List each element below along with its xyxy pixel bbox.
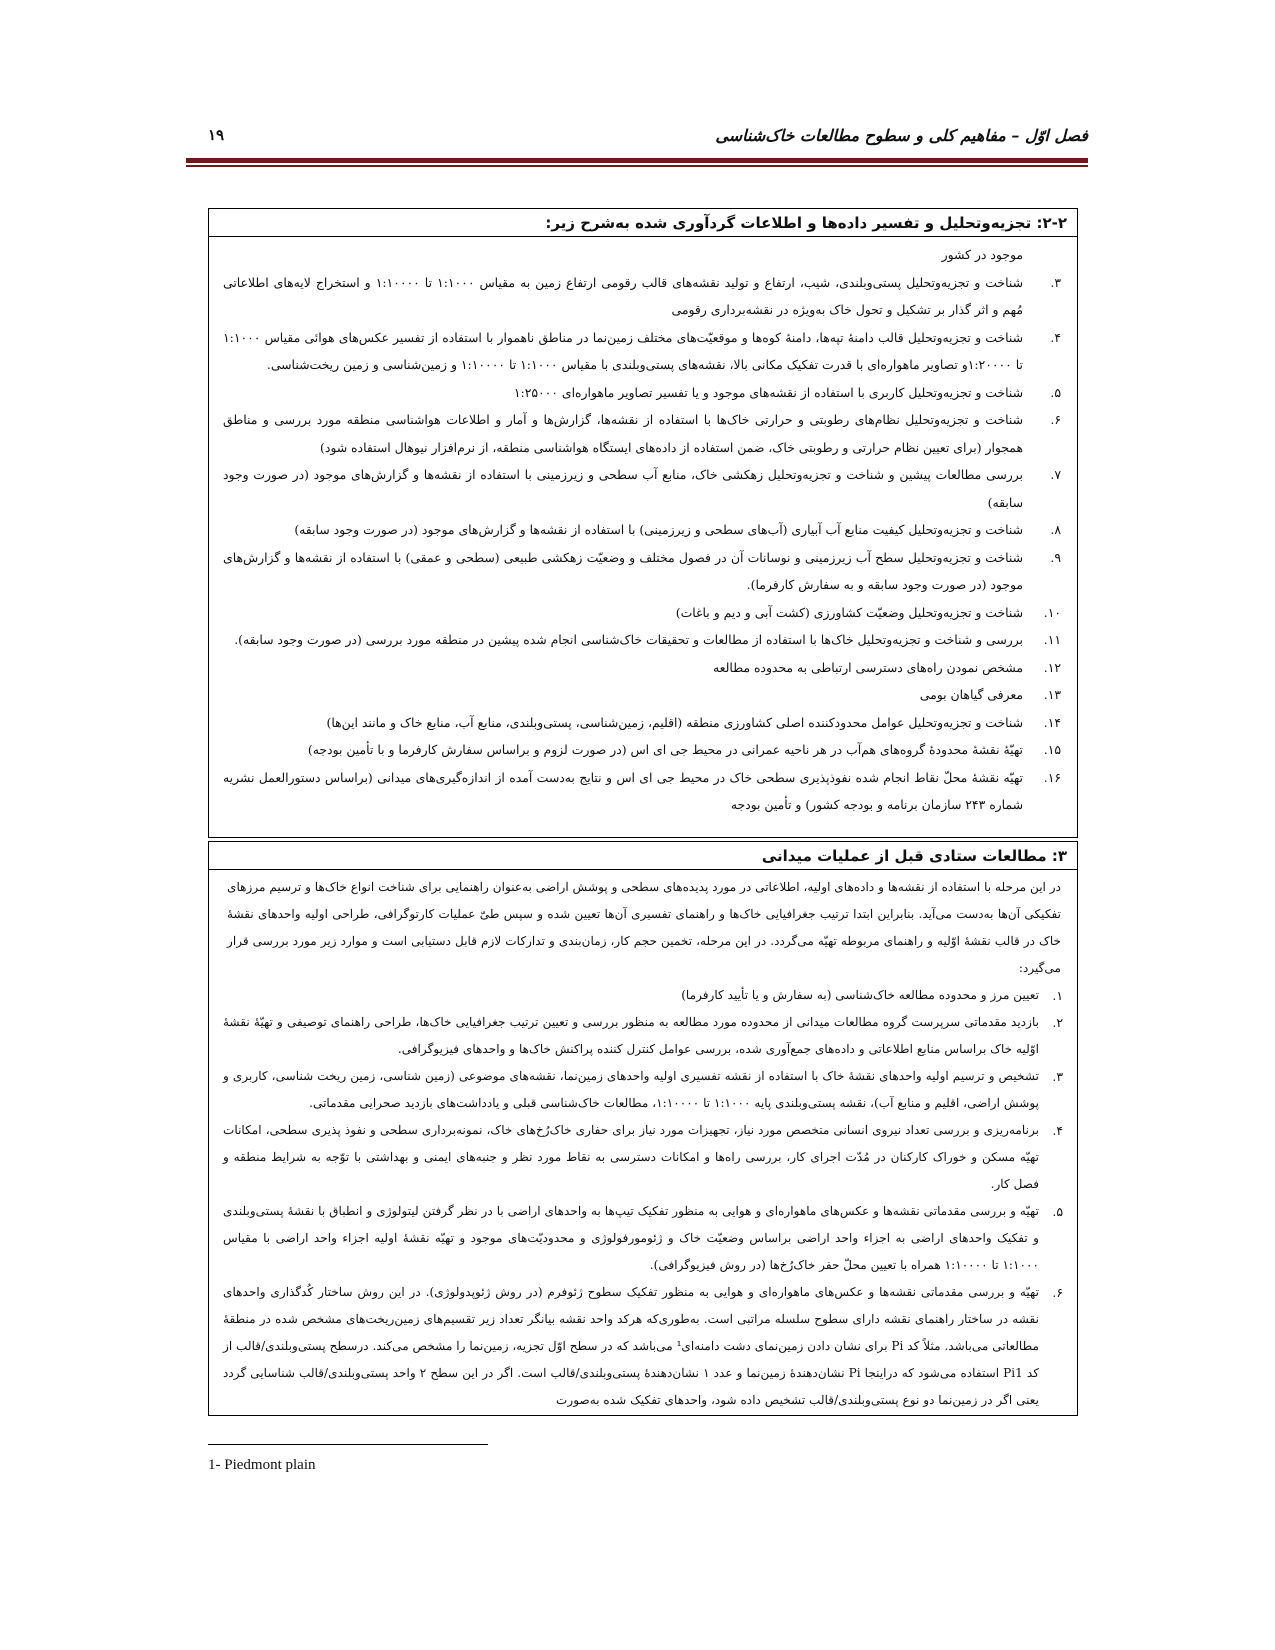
item-text: شناخت و تجزیه‌وتحلیل نظام‌های رطوبتی و حرارتی خاک‌ها با استفاده از نقشه‌ها، گزارش‌ها و آمار و اطلاعات هواشناسی منطقه مورد بررسی و مناطق همجوار (برای تعیین نظام حرارتی و رطوبتی خاک، ضمن استفاده از داده‌های ایستگاه هواشناسی منطقه، از نرم‌افزار نیوهال استفاده شود) xyxy=(223,412,1023,455)
list-item xyxy=(223,626,1065,654)
list-item xyxy=(223,516,1065,544)
item-number: ۱۵. xyxy=(1043,742,1061,757)
list-item-continuation: موجود در کشور xyxy=(941,247,1023,262)
footnote: 1- Piedmont plain xyxy=(208,1457,316,1473)
list-item xyxy=(223,324,1065,379)
list-item xyxy=(223,406,1065,461)
list-item xyxy=(223,1009,1065,1063)
item-number: ۶. xyxy=(1052,1285,1063,1300)
list-item xyxy=(223,654,1065,682)
item-number: ۳. xyxy=(1052,1069,1063,1084)
item-text: بررسی مطالعات پیشین و شناخت و تجزیه‌وتحلیل زهکشی خاک، منابع آب سطحی و زیرزمینی با استفاده از نقشه‌ها و گزارش‌های موجود (در صورت وجود سابقه) xyxy=(223,467,1023,510)
list-item xyxy=(223,461,1065,516)
list-item xyxy=(223,1279,1065,1414)
item-text: تهیّهٔ نقشهٔ محدودهٔ گروه‌های هم‌آب در هر ناحیه عمرانی در محیط جی ای اس (در صورت لزوم و براساس سفارش کارفرما و با تأمین بودجه) xyxy=(307,742,1023,757)
item-number: ۱۶. xyxy=(1043,769,1061,785)
section-2-body xyxy=(209,237,1077,819)
item-text: شناخت و تجزیه‌وتحلیل قالب دامنهٔ تپه‌ها، دامنهٔ کوه‌ها و موقعیّت‌های مختلف زمین‌نما در مناطق ناهموار با استفاده از تفسیر عکس‌های هوائی مقیاس ۱:۱۰۰۰ تا ۱:۲۰۰۰۰و تصاویر ماهواره‌ای با قدرت تفکیک مکانی بالا، نقشه‌های پستی‌وبلندی با مقیاس ۱:۱۰۰۰ تا ۱:۱۰۰۰۰ و زمین‌شناسی و زمین ریخت‌شناسی. xyxy=(223,329,1023,372)
footnote-rule xyxy=(208,1444,488,1445)
item-number: ۴. xyxy=(1050,329,1061,345)
item-text: شناخت و تجزیه‌وتحلیل کیفیت منابع آب آبیاری (آب‌های سطحی و زیرزمینی) با استفاده از نقشه‌ها و گزارش‌های موجود (در صورت وجود سابقه) xyxy=(294,522,1023,537)
item-number: ۹. xyxy=(1050,549,1061,565)
item-number: ۱. xyxy=(1052,988,1063,1003)
item-text: تعیین مرز و محدوده مطالعه خاک‌شناسی (به سفارش و یا تأیید کارفرما) xyxy=(681,988,1039,1002)
item-number: ۲. xyxy=(1052,1015,1063,1030)
item-number: ۷. xyxy=(1050,467,1061,482)
header-rule-thin xyxy=(186,165,1088,167)
item-number: ۱۳. xyxy=(1043,687,1061,702)
item-text: شناخت و تجزیه‌وتحلیل سطح آب زیرزمینی و نوسانات آن در فصول مختلف و وضعیّت زهکشی طبیعی (سطحی و عمقی) با استفاده از نقشه‌ها و گزارش‌های موجود (در صورت وجود سابقه و به سفارش کارفرما). xyxy=(223,549,1023,592)
item-text: تشخیص و ترسیم اولیه واحدهای نقشهٔ خاک با استفاده از نقشه تفسیری اولیه واحدهای زمین‌نما، نقشه‌های موضوعی (زمین شناسی، زمین ریخت شناسی، کاربری و پوشش اراضی، اقلیم و منابع آب)، نقشه پستی‌وبلندی پایه ۱:۱۰۰۰ تا ۱:۱۰۰۰۰، مطالعات خاک‌شناسی قبلی و یادداشت‌های بازدید صحرایی مقدماتی. xyxy=(223,1069,1039,1110)
section-3-body xyxy=(209,870,1077,1414)
list-item xyxy=(223,709,1065,737)
section-2-list xyxy=(223,241,1065,819)
item-number: ۱۴. xyxy=(1043,714,1061,730)
list-item xyxy=(223,1198,1065,1279)
item-number: ۵. xyxy=(1050,384,1061,400)
item-number: ۸. xyxy=(1050,522,1061,537)
item-number: ۴. xyxy=(1052,1123,1063,1138)
item-number: ۱۲. xyxy=(1043,659,1061,675)
item-number: ۶. xyxy=(1050,412,1061,427)
list-item xyxy=(223,736,1065,764)
item-text: بررسی و شناخت و تجزیه‌وتحلیل خاک‌ها با استفاده از مطالعات و تحقیقات خاک‌شناسی انجام شده پیشین در منطقه مورد بررسی (در صورت وجود سابقه). xyxy=(234,632,1023,647)
list-item xyxy=(223,764,1065,819)
item-number: ۵. xyxy=(1052,1204,1063,1219)
section-3-title: ۳: مطالعات ستادی قبل از عملیات میدانی xyxy=(209,842,1077,870)
item-text: شناخت و تجزیه‌وتحلیل پستی‌وبلندی، شیب، ارتفاع و تولید نقشه‌های قالب رقومی ارتفاع زمین به مقیاس ۱:۱۰۰۰ تا ۱:۱۰۰۰۰ و استخراج لایه‌های اطلاعاتی مُهم و اثر گذار بر تشکیل و تحول خاک به‌ویژه در نقشه‌برداری رقومی xyxy=(223,274,1023,317)
item-text: شناخت و تجزیه‌وتحلیل کاربری با استفاده از نقشه‌های موجود و یا تفسیر تصاویر ماهواره‌ای ۱:۲۵۰۰۰ xyxy=(513,384,1023,400)
page-header xyxy=(208,124,1088,154)
section-3-box xyxy=(208,841,1078,1416)
list-item xyxy=(223,379,1065,407)
section-2-title: ۲-۲: تجزیه‌وتحلیل و تفسیر داده‌ها و اطلاعات گردآوری شده به‌شرح زیر: xyxy=(209,209,1077,237)
list-item xyxy=(223,681,1065,709)
section-2-box xyxy=(208,208,1078,838)
list-item xyxy=(223,1117,1065,1198)
section-3-intro: در این مرحله با استفاده از نقشه‌ها و داده‌های اولیه، اطلاعاتی در مورد پدیده‌های سطحی و پوشش اراضی به‌عنوان راهنمایی برای شناخت انواع خاک‌ها و ترسیم مرزهای تفکیکی آن‌ها به‌دست می‌آید. بنابراین ابتدا ترتیب جغرافیایی خاک‌ها و راهنمای تفسیری آن‌ها تعیین شده و سپس طیّ عملیات کارتوگرافی، طراحی اولیه واحدهای نقشهٔ خاک در قالب نقشهٔ اوّلیه و راهنمای مربوطه تهیّه می‌گردد. در این مرحله، تخمین حجم کار، زمان‌بندی و تدارکات لازم قابل دستیابی است و موارد زیر مورد بررسی قرار می‌گیرد: xyxy=(227,880,1061,975)
item-text: بازدید مقدماتی سرپرست گروه مطالعات میدانی از محدوده مورد مطالعه به منظور بررسی و تعیین ترتیب جغرافیایی خاک‌ها، طراحی راهنمای توصیفی و تهیّهٔ نقشهٔ اوّلیه خاک براساس منابع اطلاعاتی و داده‌های جمع‌آوری شده، بررسی عوامل کنترل کننده پراکنش خاک‌ها و واحدهای فیزیوگرافی. xyxy=(223,1015,1039,1056)
list-item xyxy=(223,599,1065,627)
item-text: تهیّه و بررسی مقدماتی نقشه‌ها و عکس‌های ماهواره‌ای و هوایی به منظور تفکیک تیپ‌ها به واحدهای اراضی با در نظر گرفتن لیتولوژی و انطباق با نقشهٔ پستی‌وبلندی و تفکیک واحدهای اراضی به اجزاء واحد اراضی براساس وضعیّت خاک و ژئومورفولوژی و محدودیّت‌های موجود و تهیّه نقشهٔ اولیه اجزاء واحد اراضی با مقیاس ۱:۱۰۰۰ تا ۱:۱۰۰۰۰ همراه با تعیین محلّ حفر خاک‌رُخ‌ها (در روش فیزیوگرافی). xyxy=(223,1204,1039,1272)
item-text: معرفی گیاهان بومی xyxy=(919,687,1023,702)
item-number: ۳. xyxy=(1050,274,1061,290)
item-number: ۱۰. xyxy=(1043,604,1061,620)
header-rule xyxy=(186,158,1088,163)
item-text: تهیّه و بررسی مقدماتی نقشه‌ها و عکس‌های ماهواره‌ای و هوایی به منظور تفکیک سطوح ژئوفرم (در روش ژئوپدولوژی). در این روش ساختار کُدگذاری واحدهای نقشه در ساختار راهنمای نقشه دارای سطوح سلسله مراتبی است. به‌طوری‌که هرکد واحد نقشه بیانگر تعداد زیر تقسیم‌های زمین‌ریخت‌های مشخص شده در منطقهٔ مطالعاتی می‌باشد. مثلاً کد Pi برای نشان دادن زمین‌نمای دشت دامنه‌ای¹ می‌باشد که در سطح اوّل تجزیه، زمین‌نما را مشخص می‌کند. درسطح پستی‌وبلندی/قالب از کد Pi1 استفاده می‌شود که دراینجا Pi نشان‌دهندهٔ زمین‌نما و عدد ۱ نشان‌دهندهٔ پستی‌وبلندی/قالب است. اگر در این سطح ۲ واحد پستی‌وبلندی/قالب شناسایی گردد یعنی اگر در زمین‌نما دو نوع پستی‌وبلندی/قالب تشخیص داده شود، واحدهای تفکیک شده به‌صورت xyxy=(223,1285,1040,1407)
item-text: برنامه‌ریزی و بررسی تعداد نیروی انسانی متخصص مورد نیاز، تجهیزات مورد نیاز برای حفاری خاک‌رُخ‌های خاک، نمونه‌برداری سطحی و نفوذ پذیری سطحی، امکانات تهیّه مسکن و خوراک کارکنان در مُدّت اجرای کار، بررسی راه‌ها و امکانات دسترسی به نقاط مورد نظر و جنبه‌های ایمنی و بهداشتی با توّجه به شرایط منطقه و فصل کار. xyxy=(223,1123,1039,1191)
list-item xyxy=(223,544,1065,599)
item-text: شناخت و تجزیه‌وتحلیل عوامل محدودکننده اصلی کشاورزی منطقه (اقلیم، زمین‌شناسی، پستی‌وبلندی، منابع آب، منابع خاک و مانند این‌ها) xyxy=(326,714,1023,730)
list-item xyxy=(223,1063,1065,1117)
item-text: تهیّه نقشهٔ محلّ نقاط انجام شده نفوذپذیری سطحی خاک در محیط جی ای اس و نتایج به‌دست آمده از اندازه‌گیری‌های میدانی (براساس دستورالعمل نشریه شماره ۲۴۳ سازمان برنامه و بودجه کشور) و تأمین بودجه xyxy=(223,769,1023,812)
running-title: فصل اوّل – مفاهیم کلی و سطوح مطالعات خاک‌شناسی xyxy=(715,126,1088,145)
section-3-list xyxy=(223,982,1065,1414)
page-number: ۱۹ xyxy=(208,126,225,144)
item-number: ۱۱. xyxy=(1043,632,1061,647)
list-item xyxy=(223,982,1065,1009)
item-text: شناخت و تجزیه‌وتحلیل وضعیّت کشاورزی (کشت آبی و دیم و باغات) xyxy=(675,604,1023,620)
list-item xyxy=(223,269,1065,324)
item-text: مشخص نمودن راه‌های دسترسی ارتباطی به محدوده مطالعه xyxy=(713,659,1023,675)
